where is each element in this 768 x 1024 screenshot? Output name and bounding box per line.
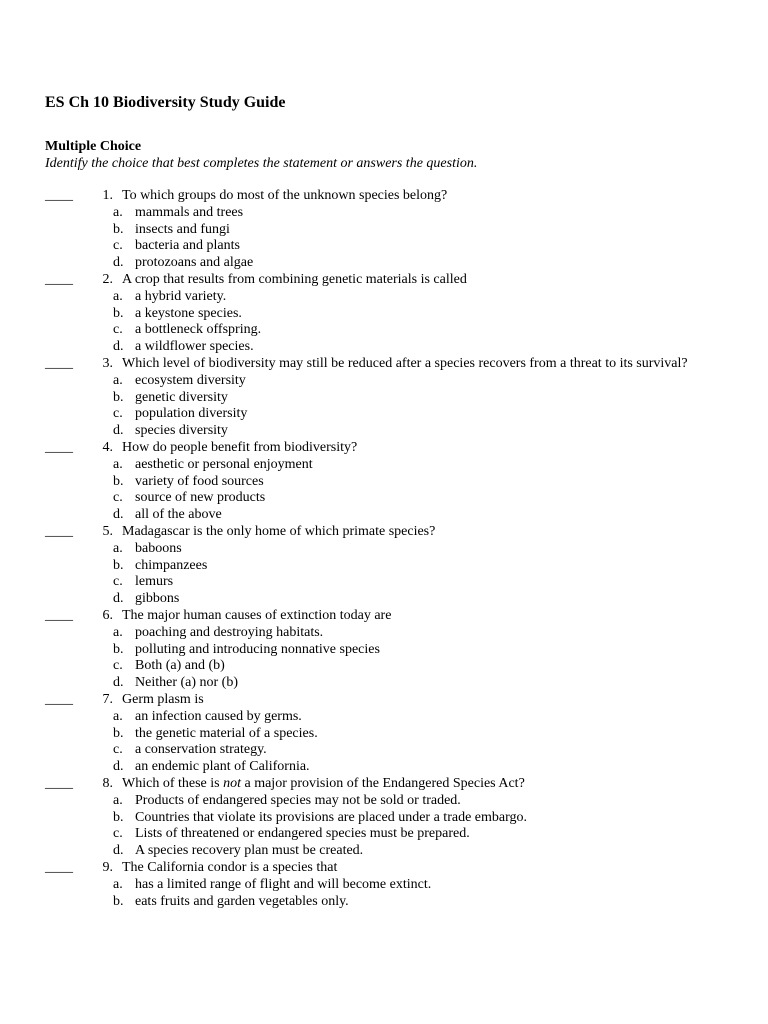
question-number: 1. bbox=[102, 188, 113, 203]
choice-d[interactable] bbox=[113, 423, 735, 440]
section-heading: Multiple Choice bbox=[45, 139, 142, 154]
question-number: 9. bbox=[102, 860, 113, 875]
choice-letter: b. bbox=[113, 893, 124, 909]
question-2 bbox=[45, 271, 735, 355]
choice-letter: c. bbox=[113, 490, 123, 505]
question-text: The major human causes of extinction today are bbox=[122, 608, 392, 623]
choice-letter: c. bbox=[113, 238, 123, 253]
page-title: ES Ch 10 Biodiversity Study Guide bbox=[45, 94, 286, 111]
answer-blank[interactable]: ____ bbox=[45, 356, 73, 371]
choice-letter: b. bbox=[113, 221, 124, 237]
choice-text: a conservation strategy. bbox=[135, 742, 267, 757]
choice-text: an infection caused by germs. bbox=[135, 709, 302, 724]
answer-blank[interactable]: ____ bbox=[45, 776, 73, 791]
question-list bbox=[45, 187, 735, 910]
choice-d[interactable] bbox=[113, 507, 735, 524]
choice-b[interactable] bbox=[113, 222, 735, 239]
choice-letter: a. bbox=[113, 541, 123, 556]
question-8 bbox=[45, 775, 735, 859]
question-7 bbox=[45, 691, 735, 775]
choice-text: insects and fungi bbox=[135, 221, 230, 237]
choice-text: species diversity bbox=[135, 422, 228, 438]
choice-text: baboons bbox=[135, 541, 182, 556]
choice-text: variety of food sources bbox=[135, 473, 264, 489]
question-9 bbox=[45, 859, 735, 910]
choice-b[interactable] bbox=[113, 306, 735, 323]
question-6 bbox=[45, 607, 735, 691]
choice-d[interactable] bbox=[113, 843, 735, 860]
question-text: A crop that results from combining genetic materials is called bbox=[122, 272, 467, 287]
choice-text: a keystone species. bbox=[135, 305, 242, 321]
question-text-before: Which of these is bbox=[122, 776, 224, 791]
choice-text: ecosystem diversity bbox=[135, 373, 246, 388]
choice-letter: b. bbox=[113, 389, 124, 405]
choice-letter: d. bbox=[113, 422, 124, 438]
choice-text: mammals and trees bbox=[135, 205, 244, 220]
choice-d[interactable] bbox=[113, 255, 735, 272]
question-number: 3. bbox=[102, 356, 113, 371]
choice-c[interactable] bbox=[113, 826, 735, 843]
choice-text: a hybrid variety. bbox=[135, 289, 227, 304]
choice-letter: b. bbox=[113, 557, 124, 573]
choice-letter: a. bbox=[113, 793, 123, 808]
choice-text: an endemic plant of California. bbox=[135, 758, 310, 774]
choice-letter: b. bbox=[113, 305, 124, 321]
choice-text: polluting and introducing nonnative species bbox=[135, 641, 380, 657]
choice-letter: c. bbox=[113, 574, 123, 589]
choice-c[interactable] bbox=[113, 322, 735, 339]
choice-letter: d. bbox=[113, 590, 124, 606]
choice-text: a wildflower species. bbox=[135, 338, 254, 354]
choice-c[interactable] bbox=[113, 658, 735, 675]
choice-text: Lists of threatened or endangered species must be prepared. bbox=[135, 826, 470, 841]
choice-text: source of new products bbox=[135, 490, 266, 505]
choice-text: eats fruits and garden vegetables only. bbox=[135, 893, 349, 909]
choice-letter: b. bbox=[113, 473, 124, 489]
choice-text: aesthetic or personal enjoyment bbox=[135, 457, 313, 472]
question-number: 5. bbox=[102, 524, 113, 539]
choice-text: A species recovery plan must be created. bbox=[135, 842, 364, 858]
choice-b[interactable] bbox=[113, 894, 735, 911]
choice-b[interactable] bbox=[113, 558, 735, 575]
choice-b[interactable] bbox=[113, 642, 735, 659]
choice-text: gibbons bbox=[135, 590, 180, 606]
question-text: How do people benefit from biodiversity? bbox=[122, 440, 358, 455]
question-1 bbox=[45, 187, 735, 271]
choice-b[interactable] bbox=[113, 726, 735, 743]
answer-blank[interactable]: ____ bbox=[45, 440, 73, 455]
choice-text: Products of endangered species may not be sold or traded. bbox=[135, 793, 461, 808]
choice-letter: a. bbox=[113, 877, 123, 892]
choice-letter: d. bbox=[113, 842, 124, 858]
question-number: 8. bbox=[102, 776, 113, 791]
choice-letter: d. bbox=[113, 338, 124, 354]
choice-text: has a limited range of flight and will become extinct. bbox=[135, 877, 432, 892]
choice-text: lemurs bbox=[135, 574, 174, 589]
choice-text: Both (a) and (b) bbox=[135, 658, 225, 673]
choice-letter: b. bbox=[113, 725, 124, 741]
choice-letter: c. bbox=[113, 826, 123, 841]
choice-c[interactable] bbox=[113, 490, 735, 507]
choice-a[interactable] bbox=[113, 373, 735, 390]
question-text: To which groups do most of the unknown species belong? bbox=[122, 188, 448, 203]
question-text: Germ plasm is bbox=[122, 692, 204, 707]
choice-letter: d. bbox=[113, 254, 124, 270]
question-text bbox=[113, 775, 735, 793]
answer-blank[interactable]: ____ bbox=[45, 860, 73, 875]
choice-a[interactable] bbox=[113, 877, 735, 894]
choice-a[interactable] bbox=[113, 793, 735, 810]
choice-text: Countries that violate its provisions are placed under a trade embargo. bbox=[135, 809, 528, 825]
choice-letter: b. bbox=[113, 809, 124, 825]
question-text-emphasis: not bbox=[223, 776, 241, 791]
answer-blank[interactable]: ____ bbox=[45, 608, 73, 623]
choice-text: poaching and destroying habitats. bbox=[135, 625, 324, 640]
choice-c[interactable] bbox=[113, 574, 735, 591]
choice-text: Neither (a) nor (b) bbox=[135, 674, 239, 690]
question-number: 6. bbox=[102, 608, 113, 623]
question-number: 4. bbox=[102, 440, 113, 455]
question-4 bbox=[45, 439, 735, 523]
choice-text: protozoans and algae bbox=[135, 254, 254, 270]
choice-c[interactable] bbox=[113, 406, 735, 423]
choice-letter: a. bbox=[113, 373, 123, 388]
study-guide-page bbox=[45, 92, 735, 910]
question-text-after: a major provision of the Endangered Species Act? bbox=[240, 776, 525, 791]
choice-letter: a. bbox=[113, 205, 123, 220]
choice-letter: c. bbox=[113, 322, 123, 337]
choice-letter: d. bbox=[113, 674, 124, 690]
choice-letter: a. bbox=[113, 625, 123, 640]
choice-a[interactable] bbox=[113, 625, 735, 642]
question-number: 7. bbox=[102, 692, 113, 707]
choice-text: a bottleneck offspring. bbox=[135, 322, 262, 337]
choice-letter: d. bbox=[113, 506, 124, 522]
question-5 bbox=[45, 523, 735, 607]
choice-text: population diversity bbox=[135, 406, 248, 421]
choice-text: bacteria and plants bbox=[135, 238, 240, 253]
section-instructions: Identify the choice that best completes the statement or answers the question. bbox=[45, 156, 478, 171]
answer-blank[interactable]: ____ bbox=[45, 272, 73, 287]
choice-b[interactable] bbox=[113, 474, 735, 491]
choice-d[interactable] bbox=[113, 759, 735, 776]
choice-letter: c. bbox=[113, 658, 123, 673]
choice-letter: c. bbox=[113, 406, 123, 421]
choice-d[interactable] bbox=[113, 675, 735, 692]
choice-text: the genetic material of a species. bbox=[135, 725, 318, 741]
question-text: The California condor is a species that bbox=[122, 860, 338, 875]
choice-c[interactable] bbox=[113, 742, 735, 759]
choice-letter: a. bbox=[113, 289, 123, 304]
choice-letter: a. bbox=[113, 709, 123, 724]
question-text: Which level of biodiversity may still be reduced after a species recovers from a threat to its survival? bbox=[122, 356, 688, 371]
answer-blank[interactable]: ____ bbox=[45, 692, 73, 707]
answer-blank[interactable]: ____ bbox=[45, 524, 73, 539]
choice-a[interactable] bbox=[113, 709, 735, 726]
choice-a[interactable] bbox=[113, 205, 735, 222]
choice-a[interactable] bbox=[113, 289, 735, 306]
question-text: Madagascar is the only home of which primate species? bbox=[122, 524, 436, 539]
choice-d[interactable] bbox=[113, 339, 735, 356]
choice-b[interactable] bbox=[113, 390, 735, 407]
choice-c[interactable] bbox=[113, 238, 735, 255]
choice-a[interactable] bbox=[113, 457, 735, 474]
choice-d[interactable] bbox=[113, 591, 735, 608]
question-number: 2. bbox=[102, 272, 113, 287]
choice-text: all of the above bbox=[135, 506, 222, 522]
choice-text: chimpanzees bbox=[135, 557, 208, 573]
choice-letter: a. bbox=[113, 457, 123, 472]
choice-letter: c. bbox=[113, 742, 123, 757]
choice-text: genetic diversity bbox=[135, 389, 228, 405]
choice-letter: d. bbox=[113, 758, 124, 774]
choice-b[interactable] bbox=[113, 810, 735, 827]
question-3 bbox=[45, 355, 735, 439]
choice-letter: b. bbox=[113, 641, 124, 657]
answer-blank[interactable]: ____ bbox=[45, 188, 73, 203]
choice-a[interactable] bbox=[113, 541, 735, 558]
